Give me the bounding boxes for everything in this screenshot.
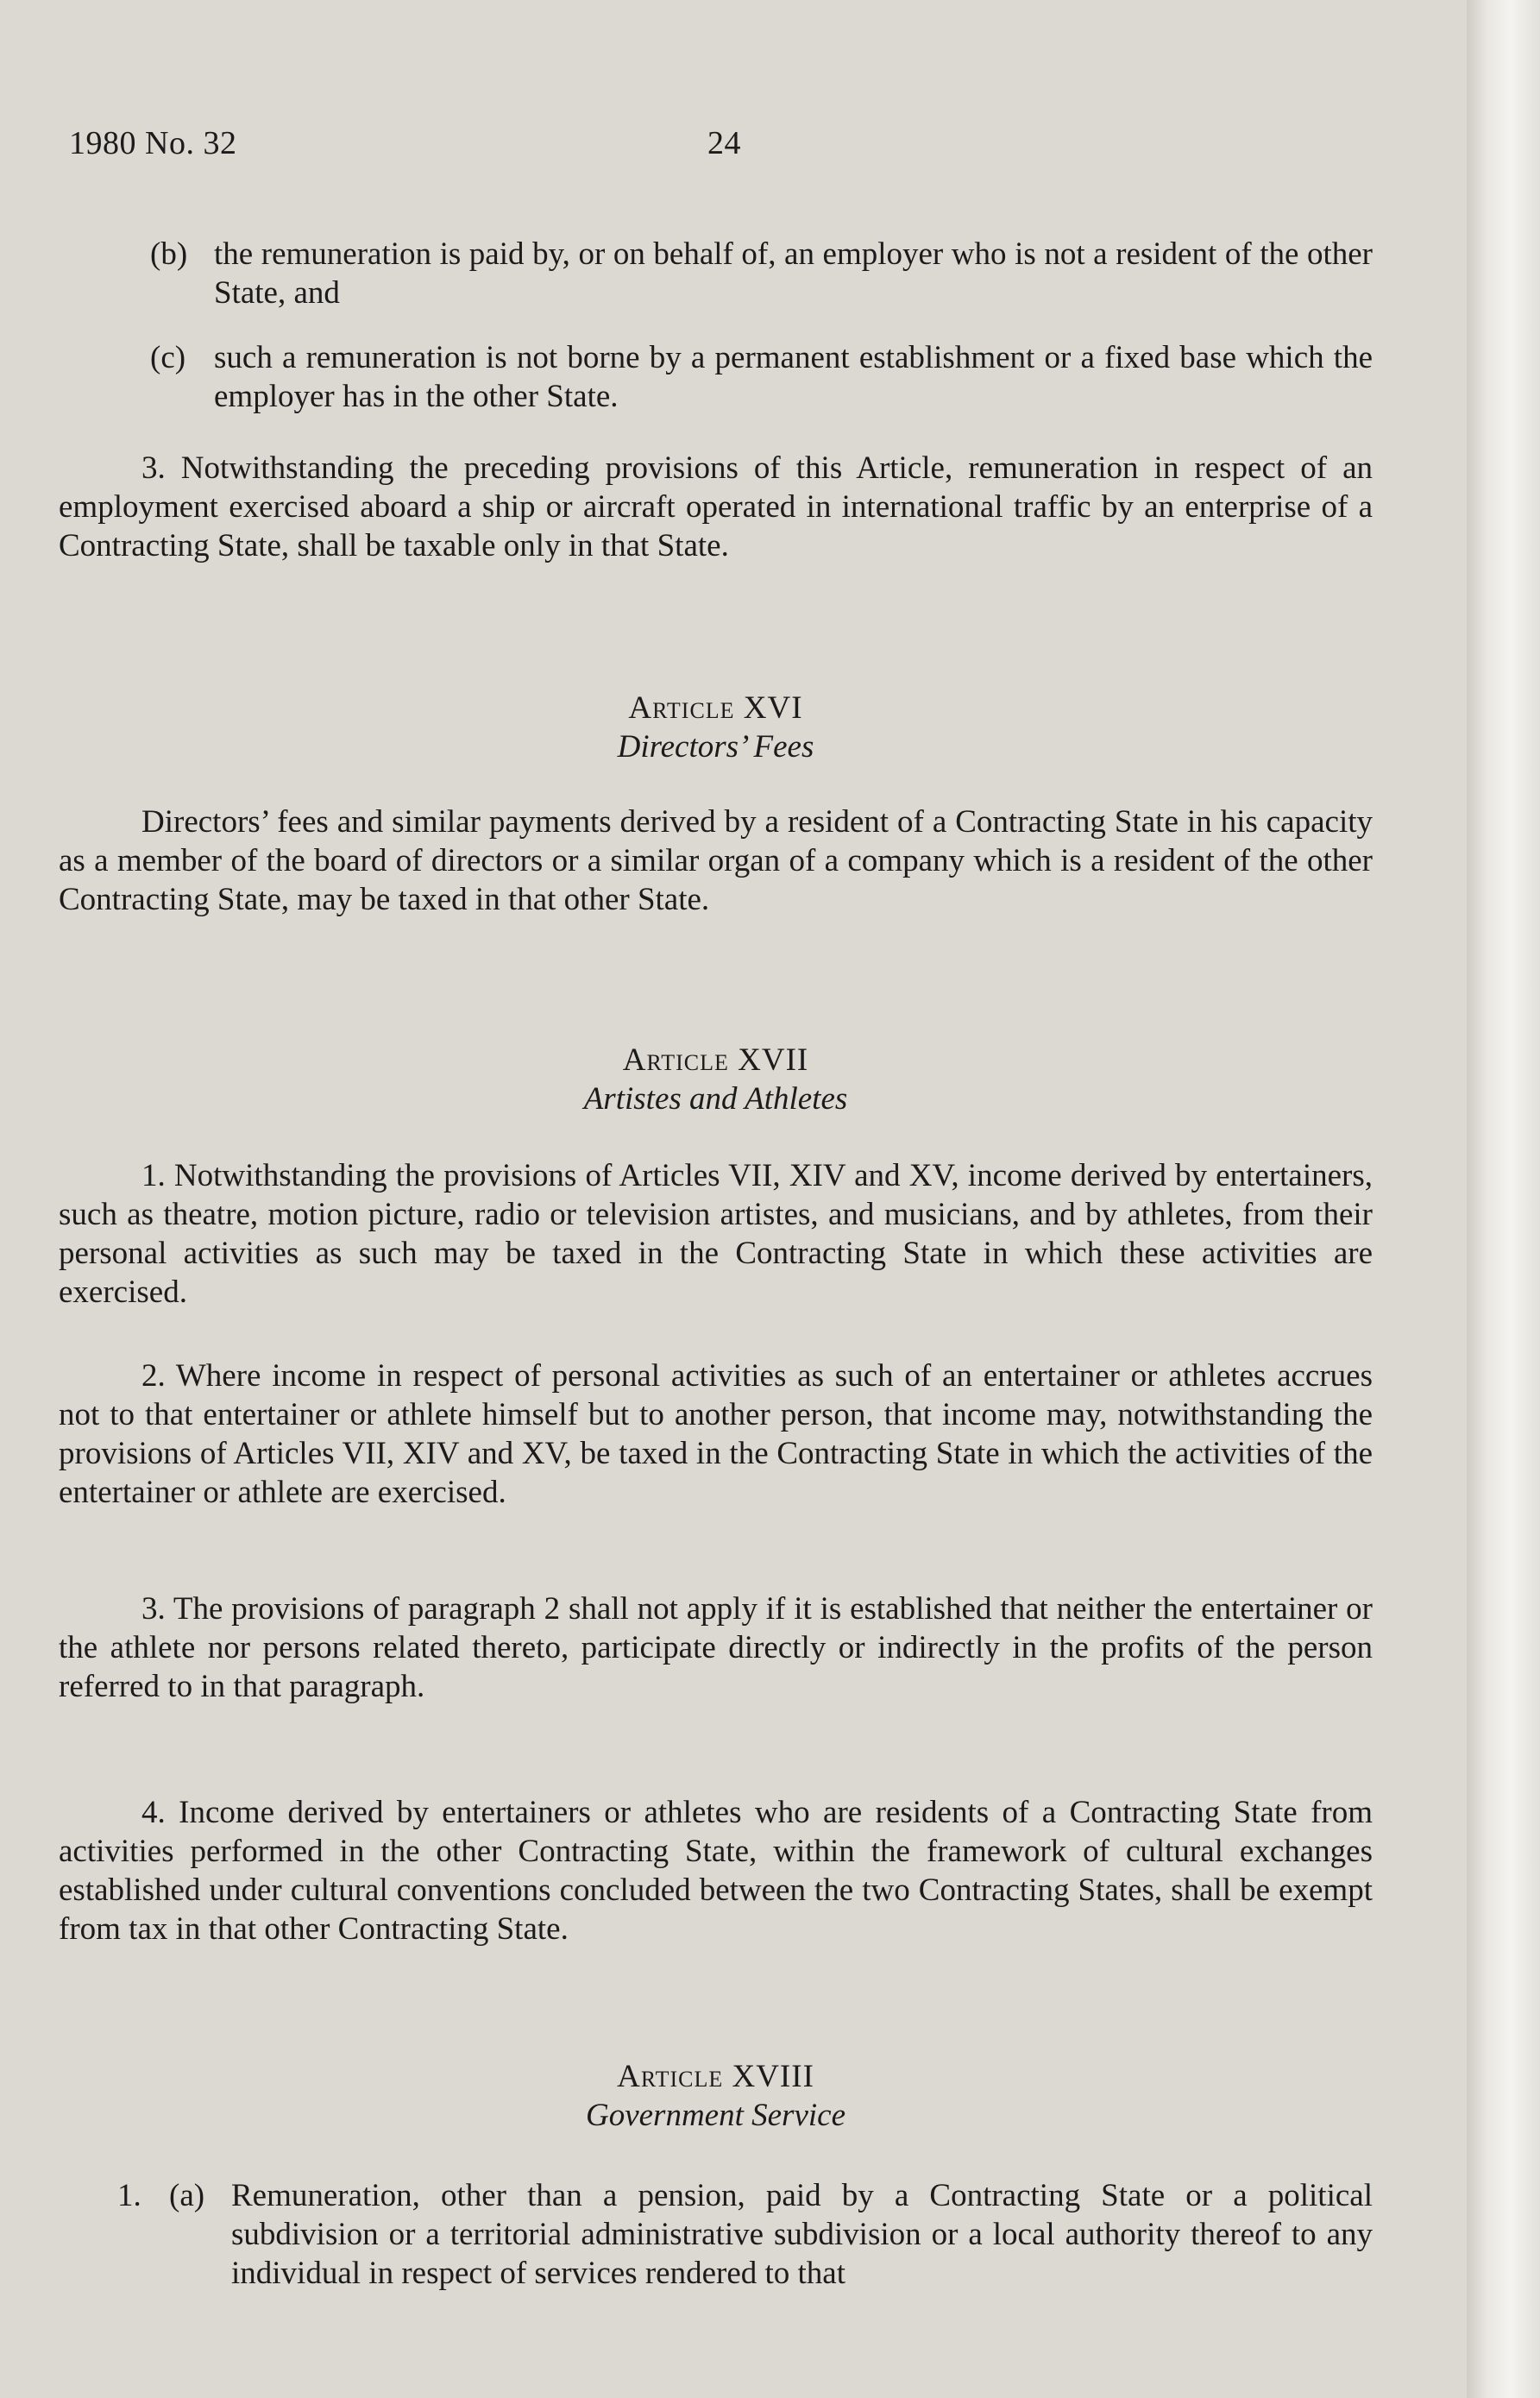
article-17-paragraph-1 [59, 1156, 1373, 1312]
paragraph-number: 1. [117, 2178, 141, 2213]
article-16-heading [59, 689, 1373, 766]
item-b [59, 235, 1373, 312]
item-label: (a) [169, 2178, 205, 2213]
paragraph-3-text: 3. Notwithstanding the preceding provisions of this Article, remuneration in respect of an employment exercised aboard a ship or aircraft operated in international traffic by an enterprise of a Contracting State, shall be taxable only in that State. [59, 450, 1373, 563]
article-18-paragraph-1 [59, 2176, 1373, 2293]
article-17-paragraph-2 [59, 1356, 1373, 1512]
article-17-paragraph-4 [59, 1793, 1373, 1948]
item-c [59, 338, 1373, 416]
item-c-label: (c) [150, 340, 186, 375]
article-title: Artistes and Athletes [583, 1081, 848, 1117]
paragraph-3 [59, 449, 1373, 565]
article-16-paragraph: Directors’ fees and similar payments derived by a resident of a Contracting State in his capacity as a member of the board of directors or a similar organ of a company which is a resident of the other Contracting State, may be taxed in that other State. [59, 804, 1373, 917]
year-number: 1980 No. 32 [69, 125, 237, 161]
item-b-text: the remuneration is paid by, or on behalf of, an employer who is not a resident of the other State, and [214, 236, 1373, 311]
article-17-p2: 2. Where income in respect of personal activities as such of an entertainer or athletes accrues not to that entertainer or athlete himself but to another person, that income may, notwithstanding the provisions of Articles VII, XIV and XV, be taxed in the Contracting State in which the activities of the entertainer or athlete are exercised. [59, 1358, 1373, 1510]
article-17-p3: 3. The provisions of paragraph 2 shall not apply if it is established that neither the entertainer or the athlete nor persons related thereto, participate directly or indirectly in the profits of the person referred to in that paragraph. [59, 1591, 1373, 1704]
article-heading: Article XVII [622, 1042, 809, 1078]
page-header [69, 124, 741, 162]
article-heading: Article XVI [628, 690, 803, 726]
article-18-heading [59, 2057, 1373, 2135]
article-heading: Article XVIII [617, 2059, 814, 2094]
article-17-heading [59, 1041, 1373, 1118]
item-c-text: such a remuneration is not borne by a permanent establishment or a fixed base which the employer has in the other State. [214, 340, 1373, 414]
article-17-p4: 4. Income derived by entertainers or athletes who are residents of a Contracting State from activities performed in the other Contracting State, within the framework of cultural exchanges established under cultural conventions concluded between the two Contracting States, shall be exempt from tax in that other Contracting State. [59, 1795, 1373, 1947]
item-b-label: (b) [150, 236, 188, 272]
page-gutter [1467, 0, 1540, 2398]
article-18-text: Remuneration, other than a pension, paid by a Contracting State or a political subdivision or a territorial administrative subdivision or a local authority thereof to any individual in respect of services rendered to that [231, 2178, 1373, 2291]
page-number: 24 [707, 125, 741, 161]
article-title: Directors’ Fees [617, 729, 814, 765]
article-17-paragraph-3 [59, 1589, 1373, 1706]
article-16-text [59, 802, 1373, 919]
article-title: Government Service [585, 2098, 845, 2133]
article-17-p1: 1. Notwithstanding the provisions of Articles VII, XIV and XV, income derived by entertainers, such as theatre, motion picture, radio or television artistes, and musicians, and by athletes, from their personal activities as such may be taxed in the Contracting State in which these activities are exercised. [59, 1158, 1373, 1310]
